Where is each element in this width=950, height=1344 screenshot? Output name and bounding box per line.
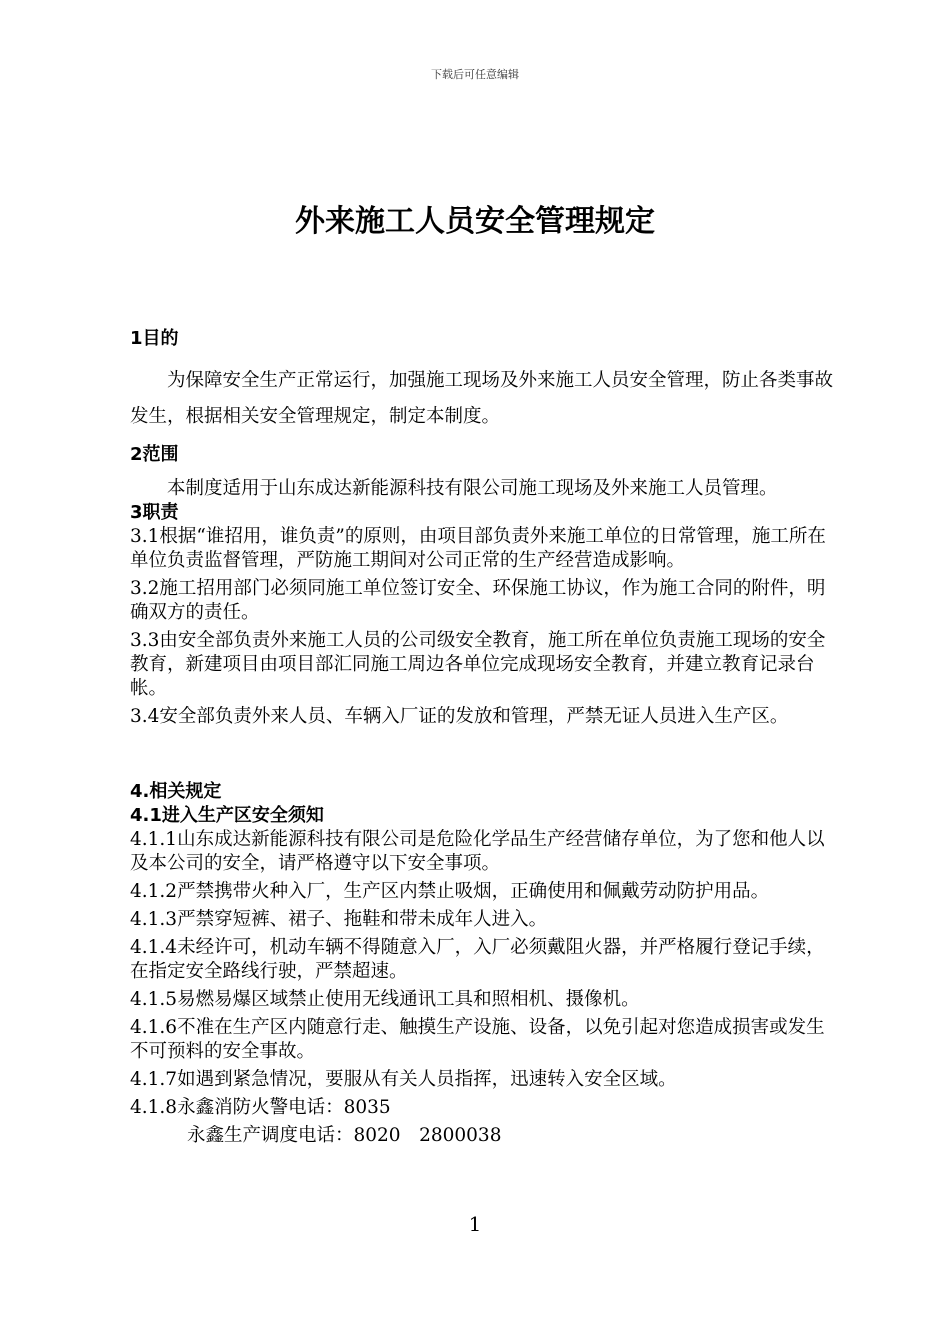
rule-item: 4.1.2严禁携带火种入厂，生产区内禁止吸烟，正确使用和佩戴劳动防护用品。 — [130, 881, 770, 902]
duty-item: 3.4安全部负责外来人员、车辆入厂证的发放和管理，严禁无证人员进入生产区。 — [130, 706, 789, 727]
rule-item: 4.1.3严禁穿短裤、裙子、拖鞋和带未成年人进入。 — [130, 909, 548, 930]
section-heading-scope: 2范围 — [130, 444, 179, 465]
document-body — [130, 327, 835, 1148]
rule-item: 4.1.7如遇到紧急情况，要服从有关人员指挥，迅速转入安全区域。 — [130, 1069, 677, 1090]
subsection-heading-safety-notice: 4.1进入生产区安全须知 — [130, 805, 324, 826]
document-title: 外来施工人员安全管理规定 — [295, 204, 655, 239]
section-heading-regulations: 4.相关规定 — [130, 781, 222, 802]
rule-item: 4.1.6不准在生产区内随意行走、触摸生产设施、设备，以免引起对您造成损害或发生不可预料的安全事故。 — [130, 1017, 825, 1062]
page-header: 下载后可任意编辑 — [431, 68, 519, 81]
duty-item: 3.1根据“谁招用，谁负责”的原则，由项目部负责外来施工单位的日常管理，施工所在单位负责监督管理，严防施工期间对公司正常的生产经营造成影响。 — [130, 526, 826, 571]
page-number: 1 — [468, 1212, 482, 1236]
dispatch-phone-line: 永鑫生产调度电话：8020 2800038 — [187, 1125, 502, 1146]
section-heading-purpose: 1目的 — [130, 328, 179, 349]
section-heading-duties: 3职责 — [130, 502, 179, 523]
duty-item: 3.2施工招用部门必须同施工单位签订安全、环保施工协议，作为施工合同的附件，明确双方的责任。 — [130, 578, 826, 623]
rule-item: 4.1.8永鑫消防火警电话：8035 — [130, 1097, 391, 1118]
rule-item: 4.1.5易燃易爆区域禁止使用无线通讯工具和照相机、摄像机。 — [130, 989, 640, 1010]
rule-item: 4.1.4未经许可，机动车辆不得随意入厂，入厂必须戴阻火器，并严格履行登记手续，在指定安全路线行驶，严禁超速。 — [130, 937, 825, 982]
rule-item: 4.1.1山东成达新能源科技有限公司是危险化学品生产经营储存单位，为了您和他人以及本公司的安全，请严格遵守以下安全事项。 — [130, 829, 825, 874]
purpose-paragraph: 为保障安全生产正常运行，加强施工现场及外来施工人员安全管理，防止各类事故发生，根据相关安全管理规定，制定本制度。 — [130, 370, 834, 427]
duty-item: 3.3由安全部负责外来施工人员的公司级安全教育，施工所在单位负责施工现场的安全教育，新建项目由项目部汇同施工周边各单位完成现场安全教育，并建立教育记录台帐。 — [130, 630, 826, 699]
scope-paragraph: 本制度适用于山东成达新能源科技有限公司施工现场及外来施工人员管理。 — [167, 478, 778, 499]
